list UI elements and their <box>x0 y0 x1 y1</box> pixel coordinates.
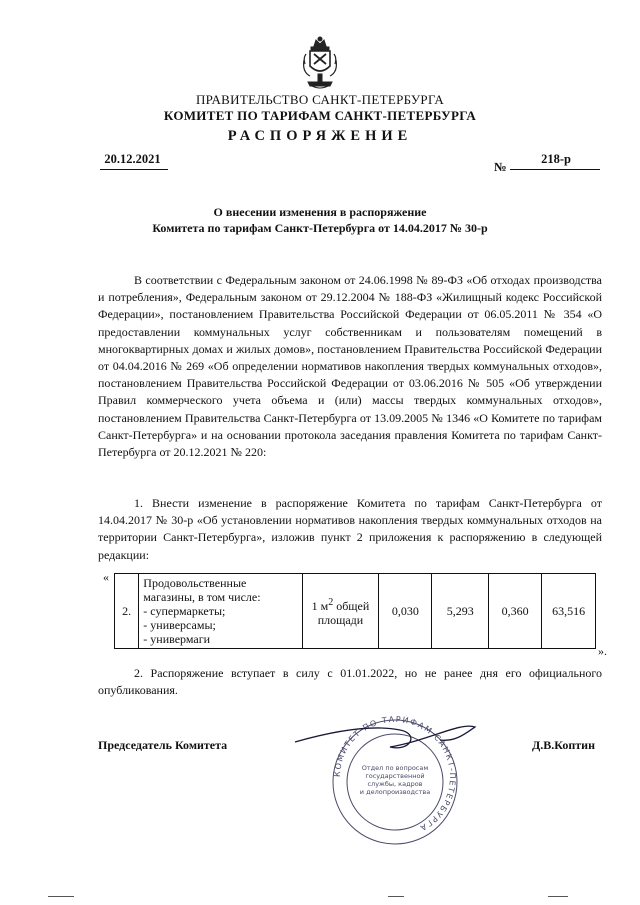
government-name: ПРАВИТЕЛЬСТВО САНКТ-ПЕТЕРБУРГА <box>195 92 445 107</box>
stamp-inner-line: и делопроизводства <box>359 788 431 796</box>
committee-name: КОМИТЕТ ПО ТАРИФАМ САНКТ-ПЕТЕРБУРГА <box>163 108 477 123</box>
clause-2-text: 2. Распоряжение вступает в силу с 01.01.2022, но не ранее дня его официального опубликования. <box>98 666 602 698</box>
quote-open: « <box>103 570 109 584</box>
unit-suffix: общей <box>333 598 370 613</box>
category-line: магазины, в том числе: <box>143 590 261 604</box>
stamp-inner-line: службы, кадров <box>367 780 423 788</box>
signatory-name: Д.В.Коптин <box>532 738 595 752</box>
signatory-title: Председатель Комитета <box>98 738 228 752</box>
category-line: - супермаркеты; <box>143 604 226 618</box>
value-cell-2: 5,293 <box>432 574 489 649</box>
stamp-inner-line: государственной <box>365 772 425 780</box>
footer-mark <box>48 896 74 897</box>
category-line: - универмаги <box>143 632 211 646</box>
value-cell-1: 0,030 <box>379 574 432 649</box>
document-type: РАСПОРЯЖЕНИЕ <box>227 128 413 144</box>
number-underline <box>510 169 600 170</box>
date-underline <box>100 169 168 170</box>
unit-line-2: площади <box>317 612 364 627</box>
unit-of-measure <box>302 574 379 649</box>
preamble-paragraph <box>98 272 602 461</box>
value-cell-3: 0,360 <box>489 574 542 649</box>
stamp-ring-text: КОМИТЕТ ПО ТАРИФАМ САНКТ-ПЕТЕРБУРГА <box>332 714 458 834</box>
footer-mark <box>388 896 404 897</box>
handwritten-signature <box>295 726 475 748</box>
clause-1-paragraph <box>98 495 602 564</box>
unit-superscript: 2 <box>328 596 334 608</box>
facility-category <box>139 574 302 649</box>
value-cell-4: 63,516 <box>542 574 596 649</box>
row-number: 2. <box>115 574 139 649</box>
document-subject <box>0 204 640 236</box>
unit-prefix: 1 м <box>311 598 329 613</box>
quote-close: ». <box>598 644 607 658</box>
stamp-inner-line: Отдел по вопросам <box>361 764 429 772</box>
subject-line-1: О внесении изменения в распоряжение <box>213 205 427 219</box>
table-row <box>115 574 596 649</box>
subject-line-2: Комитета по тарифам Санкт-Петербурга от 14.04.2017 № 30-р <box>152 221 488 235</box>
norms-table <box>114 573 596 649</box>
number-label: № <box>494 160 507 174</box>
footer-mark <box>548 896 568 897</box>
preamble-text: В соответствии с Федеральным законом от 24.06.1998 № 89-ФЗ «Об отходах производства и потребления», Федеральным законом от 29.12.2004 № 188-ФЗ «Жилищный кодекс Российской Федерации», постановлением Правительства Российской Федерации от 06.05.2011 № 354 «О предоставлении коммунальных услуг собственникам и пользователям помещений в многоквартирных домах и жилых домов», постановлением Правительства Российской Федерации от 04.04.2016 № 269 «Об определении нормативов накопления твердых коммунальных отходов», постановлением Правительства Российской Федерации от 03.06.2016 № 505 «Об утверждении Правил коммерческого учета объема и (или) массы твердых коммунальных отходов», постановлением Правительства Санкт-Петербурга от 13.09.2005 № 1346 «О Комитете по тарифам Санкт-Петербурга» и на основании протокола заседания правления Комитета по тарифам Санкт-Петербурга от 20.12.2021 № 220: <box>98 273 602 460</box>
category-line: - универсамы; <box>143 618 216 632</box>
document-number: 218-р <box>541 152 571 166</box>
clause-2-paragraph <box>98 665 602 699</box>
category-line: Продовольственные <box>143 576 247 590</box>
official-stamp <box>290 702 480 852</box>
document-date: 20.12.2021 <box>104 152 161 166</box>
clause-1-text: 1. Внести изменение в распоряжение Комитета по тарифам Санкт-Петербурга от 14.04.2017 № 30-р «Об установлении нормативов накопления твердых коммунальных отходов на территории Санкт-Петербурга», изложив пункт 2 приложения к распоряжению в следующей редакции: <box>98 496 602 562</box>
coat-of-arms-emblem <box>300 36 340 90</box>
